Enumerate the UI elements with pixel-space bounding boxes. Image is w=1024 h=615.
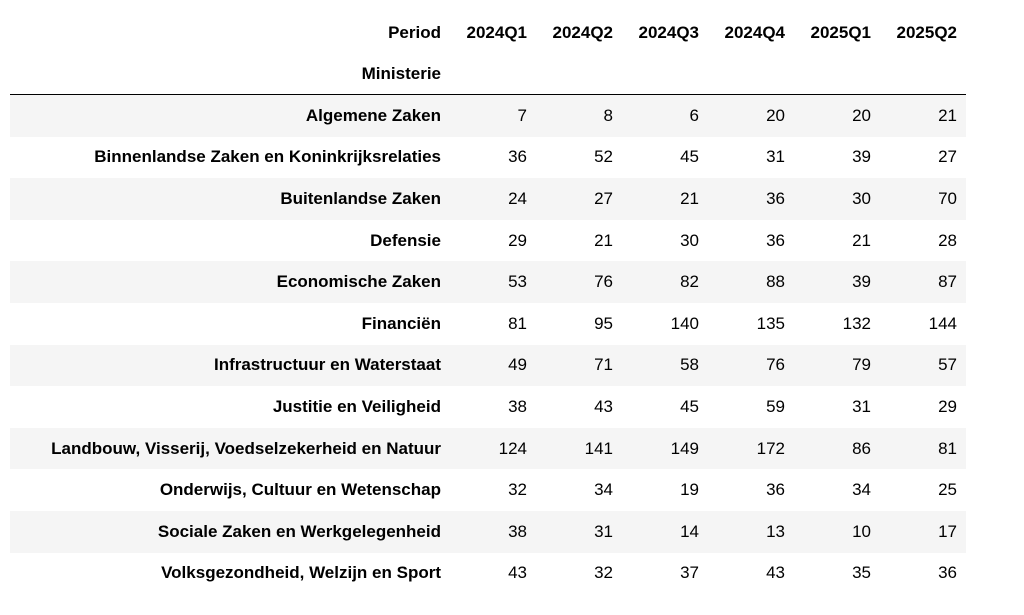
table-cell: 45	[680, 396, 699, 416]
row-label: Onderwijs, Cultuur en Wetenschap	[159, 480, 441, 500]
row-label: Volksgezondheid, Welzijn en Sport	[161, 563, 441, 583]
table-cell: 39	[794, 261, 880, 303]
table-cell: 36	[938, 563, 957, 583]
table-cell: 30	[794, 178, 880, 220]
table-cell: 27	[536, 178, 622, 220]
table-cell: 79	[794, 345, 880, 387]
table-cell: 70	[880, 178, 966, 220]
table-cell: 88	[708, 261, 794, 303]
empty-header-cell	[450, 53, 536, 95]
table-row	[10, 303, 966, 345]
row-label: Economische Zaken	[10, 261, 450, 303]
table-row	[10, 220, 966, 262]
row-label: Sociale Zaken en Werkgelegenheid	[10, 511, 450, 553]
table-cell: 32	[508, 480, 527, 500]
table-cell: 95	[594, 313, 613, 333]
column-header: 2024Q1	[466, 22, 527, 42]
empty-header-cell	[708, 53, 794, 95]
table-cell: 141	[536, 428, 622, 470]
row-label: Binnenlandse Zaken en Koninkrijksrelaties	[94, 147, 441, 167]
row-label: Landbouw, Visserij, Voedselzekerheid en Natuur	[10, 428, 450, 470]
table-cell: 6	[622, 95, 708, 137]
table-cell: 57	[880, 345, 966, 387]
column-header: 2024Q2	[552, 22, 613, 42]
table-cell: 149	[622, 428, 708, 470]
row-label: Justitie en Veiligheid	[272, 396, 441, 416]
table-cell: 20	[794, 95, 880, 137]
empty-header-cell	[536, 53, 622, 95]
table-cell: 37	[680, 563, 699, 583]
table-cell: 29	[938, 396, 957, 416]
dataframe-output	[10, 12, 966, 594]
column-header: 2025Q2	[896, 22, 957, 42]
empty-header-cell	[622, 53, 708, 95]
table-body	[10, 95, 966, 595]
index-name-label: Ministerie	[10, 53, 450, 95]
table-cell: 49	[450, 345, 536, 387]
table-cell: 43	[766, 563, 785, 583]
row-label: Buitenlandse Zaken	[10, 178, 450, 220]
table-header	[10, 12, 966, 95]
table-cell: 135	[756, 313, 785, 333]
table-row	[10, 178, 966, 220]
table-cell: 132	[842, 313, 871, 333]
table-row	[10, 261, 966, 303]
table-cell: 140	[670, 313, 699, 333]
table-cell: 34	[852, 480, 871, 500]
empty-header-cell	[794, 53, 880, 95]
columns-header-row	[10, 12, 966, 53]
table-cell: 21	[622, 178, 708, 220]
table-row	[10, 553, 966, 595]
row-label: Infrastructuur en Waterstaat	[10, 345, 450, 387]
table-cell: 144	[928, 313, 957, 333]
table-cell: 39	[852, 147, 871, 167]
table-cell: 31	[766, 147, 785, 167]
table-cell: 36	[766, 230, 785, 250]
table-cell: 76	[708, 345, 794, 387]
table-cell: 52	[594, 147, 613, 167]
table-cell: 24	[450, 178, 536, 220]
table-cell: 19	[680, 480, 699, 500]
table-cell: 21	[852, 230, 871, 250]
table-cell: 36	[508, 147, 527, 167]
table-cell: 25	[938, 480, 957, 500]
table-row	[10, 428, 966, 470]
table-row	[10, 386, 966, 428]
table-cell: 7	[450, 95, 536, 137]
table-cell: 38	[450, 511, 536, 553]
row-label: Financiën	[361, 313, 441, 333]
dataframe-table	[10, 12, 966, 594]
table-cell: 81	[880, 428, 966, 470]
index-name-row	[10, 53, 966, 95]
table-cell: 31	[536, 511, 622, 553]
columns-name-label: Period	[388, 22, 441, 42]
table-cell: 10	[794, 511, 880, 553]
table-cell: 20	[708, 95, 794, 137]
table-cell: 36	[766, 480, 785, 500]
empty-header-cell	[880, 53, 966, 95]
table-row	[10, 511, 966, 553]
table-cell: 124	[450, 428, 536, 470]
table-cell: 21	[594, 230, 613, 250]
table-cell: 71	[536, 345, 622, 387]
table-cell: 21	[880, 95, 966, 137]
table-cell: 14	[622, 511, 708, 553]
table-cell: 81	[508, 313, 527, 333]
row-label: Defensie	[370, 230, 441, 250]
column-header: 2025Q1	[810, 22, 871, 42]
table-cell: 58	[622, 345, 708, 387]
table-cell: 17	[880, 511, 966, 553]
table-cell: 76	[536, 261, 622, 303]
table-cell: 35	[852, 563, 871, 583]
table-cell: 45	[680, 147, 699, 167]
column-header: 2024Q3	[638, 22, 699, 42]
table-cell: 38	[508, 396, 527, 416]
table-cell: 8	[536, 95, 622, 137]
table-row	[10, 469, 966, 511]
table-cell: 30	[680, 230, 699, 250]
table-cell: 27	[938, 147, 957, 167]
table-cell: 43	[594, 396, 613, 416]
row-label: Algemene Zaken	[10, 95, 450, 137]
table-cell: 82	[622, 261, 708, 303]
table-cell: 86	[794, 428, 880, 470]
table-cell: 13	[708, 511, 794, 553]
column-header: 2024Q4	[724, 22, 785, 42]
table-cell: 28	[938, 230, 957, 250]
table-cell: 31	[852, 396, 871, 416]
table-cell: 59	[766, 396, 785, 416]
table-row	[10, 137, 966, 179]
table-cell: 29	[508, 230, 527, 250]
table-row	[10, 95, 966, 137]
table-cell: 36	[708, 178, 794, 220]
table-cell: 34	[594, 480, 613, 500]
table-row	[10, 345, 966, 387]
table-cell: 43	[508, 563, 527, 583]
table-cell: 53	[450, 261, 536, 303]
table-cell: 87	[880, 261, 966, 303]
table-cell: 32	[594, 563, 613, 583]
table-cell: 172	[708, 428, 794, 470]
